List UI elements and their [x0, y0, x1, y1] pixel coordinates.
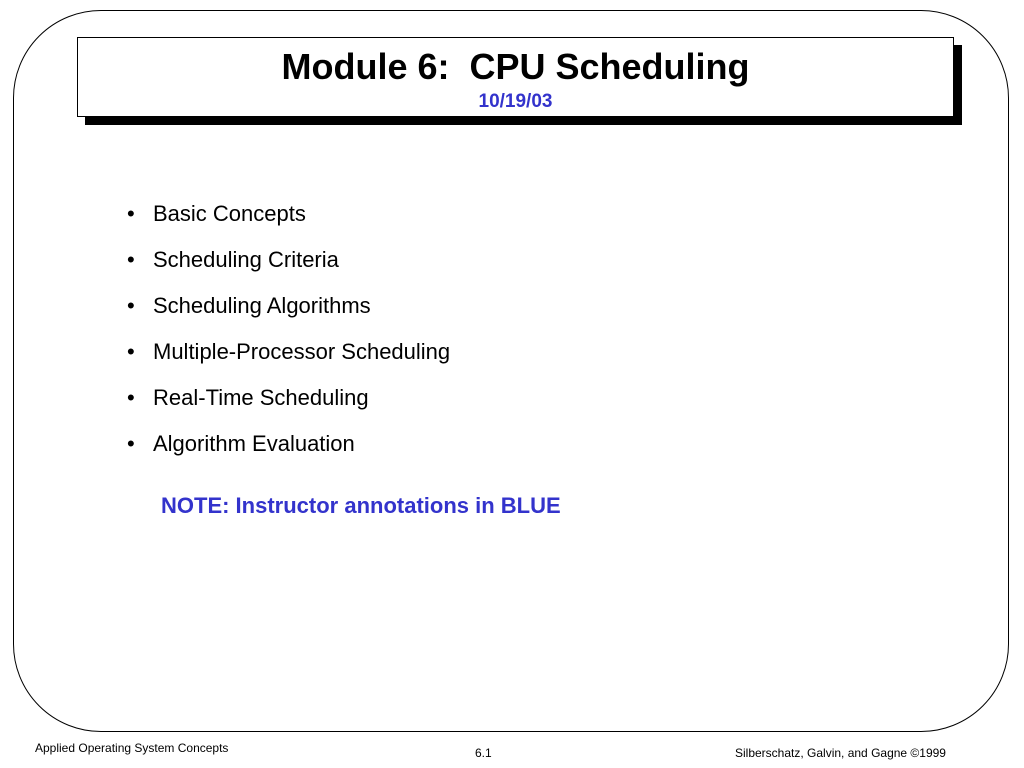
slide-date: 10/19/03 — [478, 91, 553, 112]
instructor-note: NOTE: Instructor annotations in BLUE — [161, 493, 561, 518]
bullet-item — [127, 382, 450, 428]
bullet-dot: • — [127, 339, 135, 364]
bullet-dot: • — [127, 247, 135, 272]
bullet-item — [127, 336, 450, 382]
bullet-dot: • — [127, 201, 135, 226]
footer-course-title: Applied Operating System Concepts — [35, 741, 229, 755]
bullet-text: Scheduling Algorithms — [153, 293, 371, 318]
bullet-list — [127, 198, 450, 474]
bullet-dot: • — [127, 293, 135, 318]
bullet-text: Scheduling Criteria — [153, 247, 339, 272]
bullet-text: Basic Concepts — [153, 201, 306, 226]
slide-title: Module 6: CPU Scheduling — [281, 46, 750, 87]
bullet-item — [127, 198, 450, 244]
bullet-item — [127, 290, 450, 336]
bullet-text: Algorithm Evaluation — [153, 431, 355, 456]
bullet-item — [127, 428, 450, 474]
bullet-text: Multiple-Processor Scheduling — [153, 339, 451, 364]
footer-copyright: Silberschatz, Galvin, and Gagne ©1999 — [735, 746, 946, 760]
bullet-text: Real-Time Scheduling — [153, 385, 369, 410]
footer-page-number: 6.1 — [475, 746, 492, 760]
bullet-dot: • — [127, 385, 135, 410]
bullet-dot: • — [127, 431, 135, 456]
bullet-item — [127, 244, 450, 290]
title-box — [77, 37, 954, 117]
